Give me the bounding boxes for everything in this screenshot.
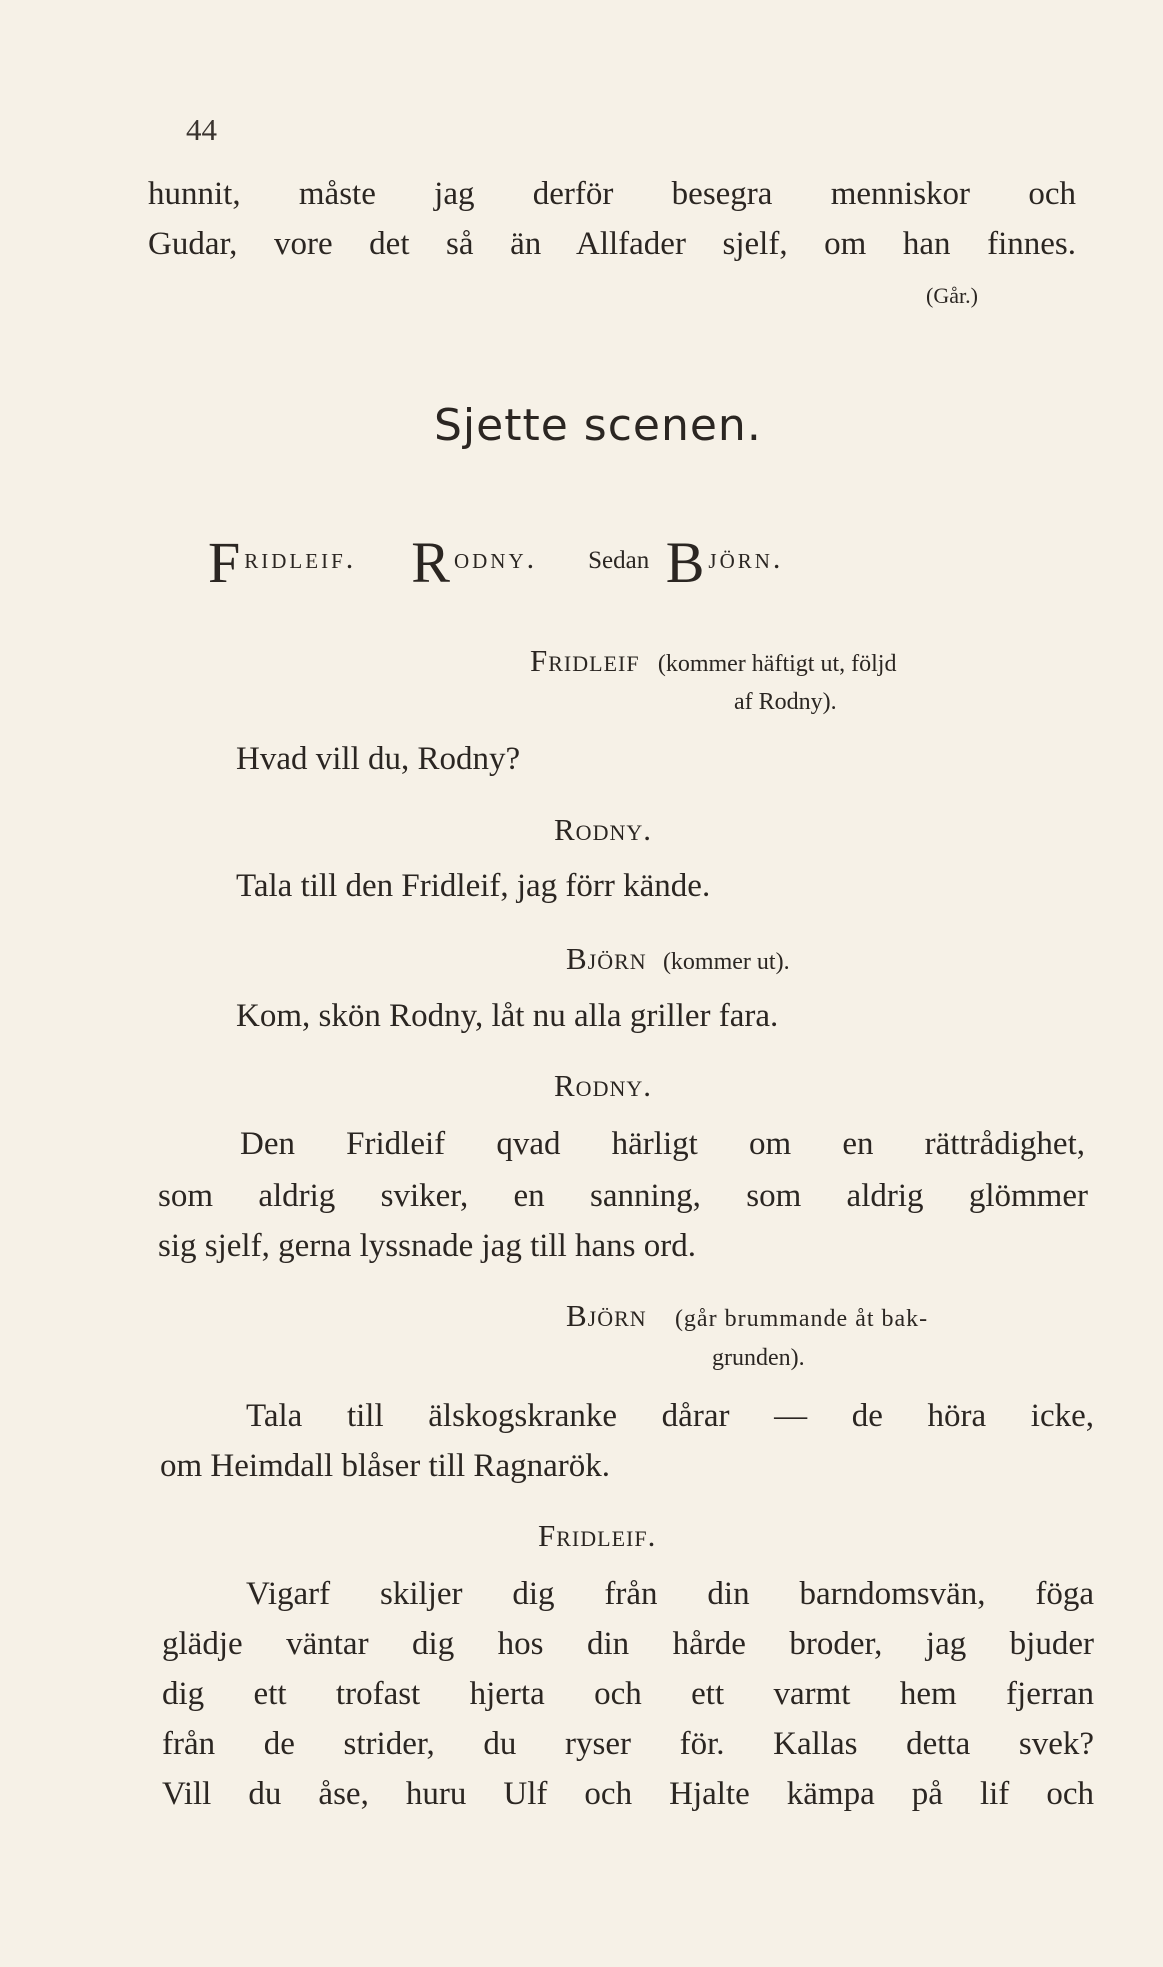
- text-line: sig sjelf, gerna lyssnade jag till hans ord.: [158, 1228, 696, 1264]
- speaker-block: [530, 645, 896, 678]
- text-line: från de strider, du ryser för. Kallas detta svek?: [162, 1726, 1094, 1762]
- text-line: Vill du åse, huru Ulf och Hjalte kämpa på lif och: [162, 1776, 1094, 1812]
- stage-direction: (går brummande åt bak-: [674, 1306, 929, 1332]
- text-line: Tala till den Fridleif, jag förr kände.: [236, 868, 711, 904]
- scene-title: Sjette scenen.: [434, 400, 762, 451]
- cast-list: [208, 515, 784, 595]
- stage-direction: grunden).: [712, 1345, 805, 1371]
- stage-direction: (Går.): [926, 283, 978, 308]
- cast-bjorn: Björn.: [665, 530, 784, 595]
- speaker-name: Fridleif: [530, 643, 640, 678]
- speaker-block: [566, 943, 790, 976]
- text-line: glädje väntar dig hos din hårde broder, jag bjuder: [162, 1626, 1094, 1662]
- text-line: som aldrig sviker, en sanning, som aldrig glömmer: [158, 1178, 1088, 1214]
- speaker-block: [566, 1300, 928, 1333]
- text-line: Hvad vill du, Rodny?: [236, 741, 521, 777]
- text-line: Den Fridleif qvad härligt om en rättrådighet,: [240, 1126, 1085, 1162]
- speaker-name: Rodny.: [554, 812, 652, 847]
- text-line: hunnit, måste jag derför besegra menniskor och: [148, 176, 1076, 212]
- cast-sedan: Sedan: [588, 547, 650, 574]
- text-line: om Heimdall blåser till Ragnarök.: [160, 1448, 610, 1484]
- speaker-name: Fridleif.: [538, 1518, 657, 1553]
- stage-direction: (kommer häftigt ut, följd: [657, 651, 897, 677]
- cast-fridleif: Fridleif.: [208, 530, 357, 595]
- text-line: Tala till älskogskranke dårar — de höra icke,: [246, 1398, 1094, 1434]
- text-line: Gudar, vore det så än Allfader sjelf, om han finnes.: [148, 226, 1076, 262]
- speaker-name: Björn: [566, 1298, 647, 1333]
- text-line: Vigarf skiljer dig från din barndomsvän, föga: [246, 1576, 1094, 1612]
- stage-direction: (kommer ut).: [662, 949, 790, 975]
- text-line: dig ett trofast hjerta och ett varmt hem fjerran: [162, 1676, 1094, 1712]
- page-number: 44: [186, 112, 217, 147]
- speaker-name: Rodny.: [554, 1068, 652, 1103]
- cast-rodny: Rodny.: [411, 530, 538, 595]
- text-line: Kom, skön Rodny, låt nu alla griller fara.: [236, 998, 779, 1034]
- speaker-name: Björn: [566, 941, 647, 976]
- stage-direction: af Rodny).: [734, 689, 837, 715]
